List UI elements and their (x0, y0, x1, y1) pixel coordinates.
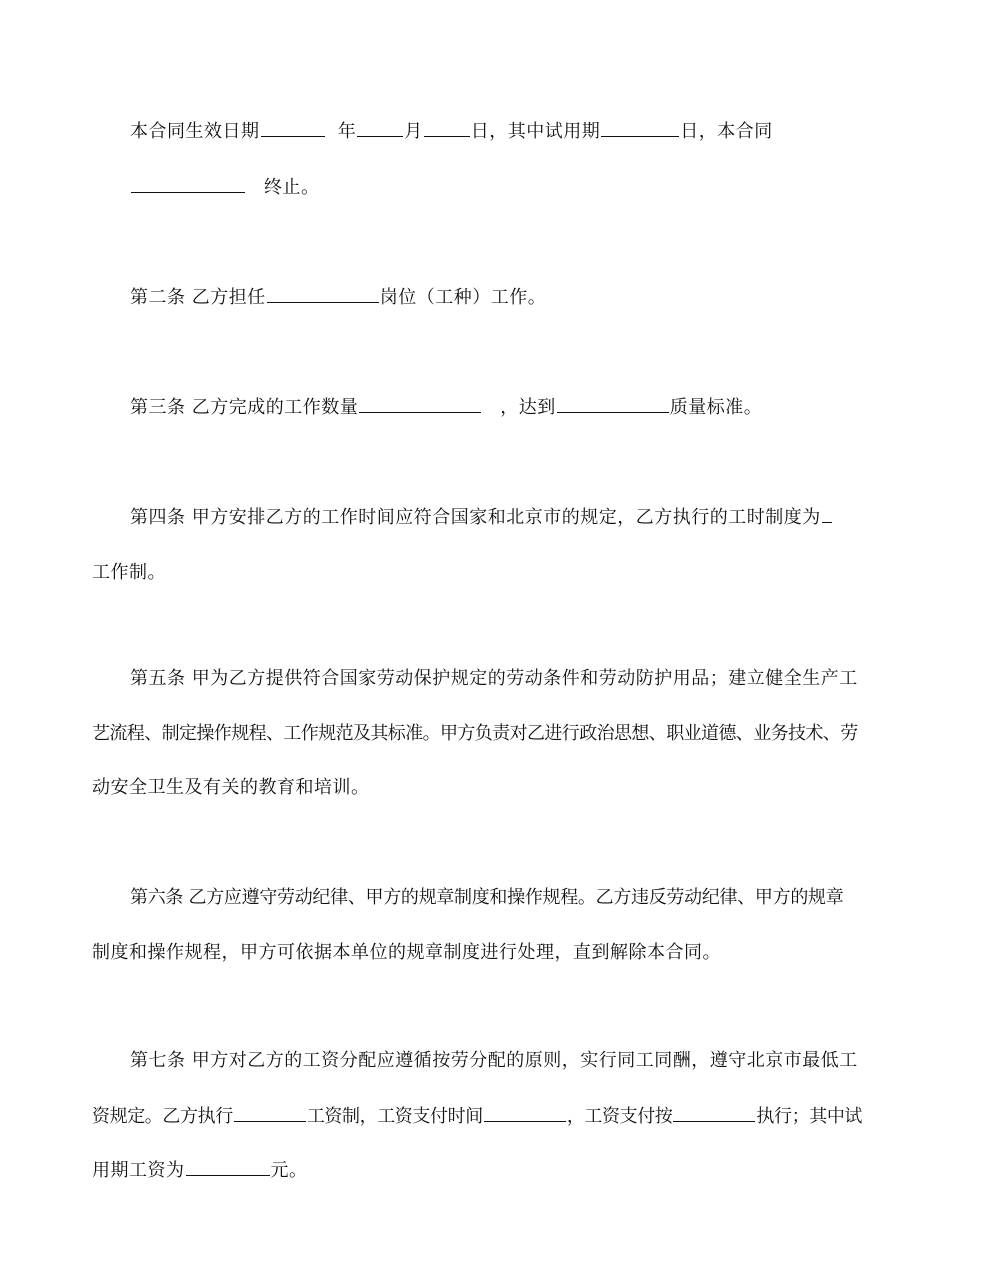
art4-text-l2: 工作制。 (92, 562, 166, 583)
blank-pay-method (673, 1104, 755, 1122)
text-probation: 日，其中试用期 (470, 121, 601, 142)
article-4-line-1 (130, 505, 833, 530)
intro-line-2 (130, 175, 320, 200)
article-3 (130, 395, 762, 420)
text-month: 月 (404, 121, 423, 142)
art7-text-l3a: 用期工资为 (92, 1160, 185, 1181)
blank-end-date (131, 175, 245, 193)
blank-work-quantity (359, 395, 481, 413)
art7-text-l2c: ，工资支付按 (566, 1106, 673, 1127)
art7-text-l3b: 元。 (270, 1160, 308, 1181)
art3-text-c: 质量标准。 (669, 397, 763, 418)
art3-text-a: 第三条 乙方完成的工作数量 (130, 397, 359, 418)
article-6-line-1 (130, 886, 843, 910)
art3-text-b: ，达到 (500, 397, 556, 418)
blank-work-hours (822, 505, 832, 523)
article-4-line-2 (92, 561, 166, 585)
blank-wage-system (234, 1104, 306, 1122)
blank-probation-days (601, 119, 679, 137)
text-effective-date: 本合同生效日期 (130, 121, 260, 142)
article-7-line-3 (92, 1158, 308, 1183)
article-5-line-2 (92, 722, 858, 746)
article-5-line-3 (92, 776, 370, 800)
art5-text-l1: 第五条 甲为乙方提供符合国家劳动保护规定的劳动条件和劳动防护用品；建立健全生产工 (130, 668, 858, 689)
text-year: 年 (337, 121, 357, 142)
art7-text-l2d: 执行；其中试 (756, 1106, 863, 1127)
art5-text-l3: 动安全卫生及有关的教育和培训。 (92, 777, 370, 798)
blank-month (357, 119, 403, 137)
intro-line-1 (130, 119, 773, 144)
blank-year (261, 119, 325, 137)
art2-text-b: 岗位（工种）工作。 (379, 287, 547, 308)
blank-probation-wage (186, 1158, 270, 1176)
art5-text-l2: 艺流程、制定操作规程、工作规范及其标准。甲方负责对乙进行政治思想、职业道德、业务技术、劳 (92, 723, 858, 744)
article-5-line-1 (130, 667, 858, 691)
art7-text-l2b: 工资制，工资支付时间 (306, 1106, 483, 1127)
art4-text-l1: 第四条 甲方安排乙方的工作时间应符合国家和北京市的规定，乙方执行的工时制度为 (130, 507, 821, 528)
article-7-line-1 (130, 1049, 858, 1073)
art6-text-l1: 第六条 乙方应遵守劳动纪律、甲方的规章制度和操作规程。乙方违反劳动纪律、甲方的规章 (130, 887, 844, 908)
art7-text-l1: 第七条 甲方对乙方的工资分配应遵循按劳分配的原则，实行同工同酬，遵守北京市最低工 (130, 1050, 858, 1071)
blank-position (267, 285, 379, 303)
art7-text-l2a: 资规定。乙方执行 (92, 1106, 233, 1127)
art2-text-a: 第二条 乙方担任 (130, 287, 266, 308)
article-2 (130, 285, 546, 310)
blank-quality-standard (557, 395, 669, 413)
article-7-line-2 (92, 1104, 862, 1129)
blank-day (424, 119, 470, 137)
text-terminate: 终止。 (264, 177, 320, 198)
blank-pay-time (484, 1104, 566, 1122)
text-contract: 日，本合同 (680, 121, 773, 142)
art6-text-l2: 制度和操作规程，甲方可依据本单位的规章制度进行处理，直到解除本合同。 (92, 942, 721, 963)
article-6-line-2 (92, 941, 721, 965)
